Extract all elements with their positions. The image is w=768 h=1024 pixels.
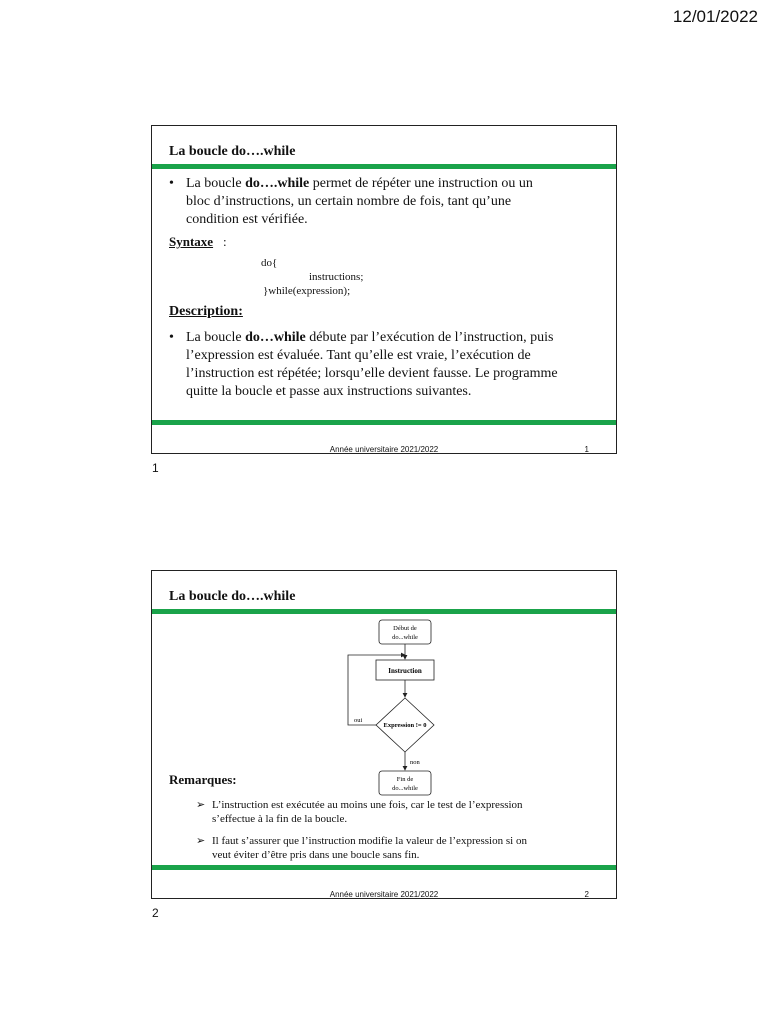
green-divider-bottom — [152, 865, 616, 870]
start-label-1: Début de — [393, 625, 417, 632]
text: l’instruction est répétée; lorsqu’elle devient fausse. Le programme — [186, 366, 558, 381]
remarks-heading: Remarques: — [169, 772, 237, 787]
instruction-label: Instruction — [388, 667, 422, 675]
slide-1 — [151, 125, 617, 454]
bullet-description — [169, 329, 604, 401]
green-divider-top — [152, 164, 616, 169]
text: La boucle — [186, 330, 246, 345]
green-divider-top — [152, 609, 616, 614]
text: s’effectue à la fin de la boucle. — [212, 813, 348, 825]
arrow-bullet-icon: ➢ — [196, 799, 206, 811]
text: l’expression est évaluée. Tant qu’elle est vraie, l’exécution de — [186, 348, 531, 363]
description-heading: Description: — [169, 304, 243, 319]
end-label-2: do...while — [392, 785, 418, 792]
text: bloc d’instructions, un certain nombre de fois, tant qu’une — [186, 194, 512, 209]
bullet-definition — [169, 175, 589, 229]
slide-title: La boucle do….while — [169, 589, 296, 604]
remark-item — [196, 834, 596, 862]
bullet-dot-icon: • — [169, 176, 174, 191]
slide-number: 2 — [584, 890, 589, 899]
code-line-1: do{ — [261, 257, 278, 269]
syntax-heading: Syntaxe — [169, 234, 214, 249]
syntax-colon: : — [223, 234, 227, 249]
arrow-bullet-icon: ➢ — [196, 835, 206, 847]
yes-label: oui — [354, 717, 363, 724]
text: L’instruction est exécutée au moins une fois, car le test de l’expression — [212, 799, 523, 811]
slide-2 — [151, 570, 617, 899]
code-line-3: }while(expression); — [263, 285, 351, 297]
text: veut éviter d’être pris dans une boucle sans fin. — [212, 849, 420, 861]
footer-text: Année universitaire 2021/2022 — [329, 445, 439, 454]
code-line-2: instructions; — [309, 271, 364, 283]
start-label-2: do...while — [392, 634, 418, 641]
text: condition est vérifiée. — [186, 212, 308, 227]
slide-number: 1 — [584, 445, 589, 454]
text: débute par l’exécution de l’instruction, puis — [305, 330, 554, 345]
text: La boucle — [186, 176, 246, 191]
text: Il faut s’assurer que l’instruction modifie la valeur de l’expression si on — [212, 835, 527, 847]
text: quitte la boucle et passe aux instructions suivantes. — [186, 384, 472, 399]
end-label-1: Fin de — [396, 776, 414, 783]
condition-label: Expression != 0 — [383, 722, 427, 729]
text: permet de répéter une instruction ou un — [309, 176, 533, 191]
page-number: 1 — [152, 461, 159, 475]
no-label: non — [410, 759, 420, 766]
bold-term: do…while — [245, 330, 306, 345]
page-number: 2 — [152, 906, 159, 920]
slide-title: La boucle do….while — [169, 144, 296, 159]
bullet-dot-icon: • — [169, 330, 174, 345]
remark-item — [196, 798, 596, 826]
green-divider-bottom — [152, 420, 616, 425]
bold-term: do….while — [245, 176, 310, 191]
footer-text: Année universitaire 2021/2022 — [329, 890, 439, 899]
document-date: 12/01/2022 — [672, 7, 758, 26]
